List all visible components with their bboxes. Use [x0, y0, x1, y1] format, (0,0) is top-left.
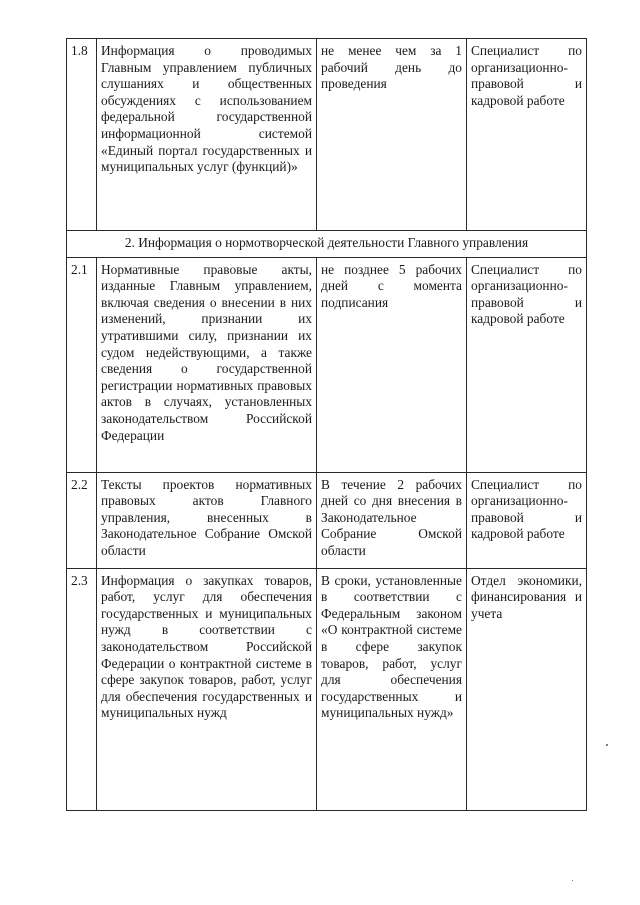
information-table: [66, 38, 587, 811]
scan-speck: [606, 744, 608, 746]
deadline-cell: не позднее 5 рабочих дней с момента подписания: [317, 257, 467, 472]
row-number: 1.8: [67, 39, 97, 231]
table-row: [67, 39, 587, 231]
responsible-cell: Специалист по организационно-правовой и кадровой работе: [467, 39, 587, 231]
deadline-cell: не менее чем за 1 рабочий день до проведения: [317, 39, 467, 231]
document-page: [66, 38, 586, 811]
section-title: 2. Информация о нормотворческой деятельности Главного управления: [67, 231, 587, 258]
information-cell: Информация о проводимых Главным управлением публичных слушаниях и общественных обсуждениях с использованием федеральной государственной информационной системой «Единый портал государственных и муниципальных услуг (функций)»: [97, 39, 317, 231]
responsible-cell: Специалист по организационно-правовой и кадровой работе: [467, 257, 587, 472]
responsible-cell: Отдел экономики, финансирования и учета: [467, 568, 587, 810]
information-cell: Нормативные правовые акты, изданные Главным управлением, включая сведения о внесении в них изменений, признании их утратившими силу, признании их судом недействующими, а также сведения о государственной регистрации нормативных правовых актов в случаях, установленных законодательством Российской Федерации: [97, 257, 317, 472]
row-number: 2.1: [67, 257, 97, 472]
scan-speck: [572, 880, 573, 881]
deadline-cell: В течение 2 рабочих дней со дня внесения в Законодательное Собрание Омской области: [317, 472, 467, 568]
table-row: [67, 257, 587, 472]
section-header-row: [67, 231, 587, 258]
information-cell: Информация о закупках товаров, работ, услуг для обеспечения государственных и муниципальных нужд в соответствии с законодательством Российской Федерации о контрактной системе в сфере закупок товаров, работ, услуг для обеспечения государственных и муниципальных нужд: [97, 568, 317, 810]
responsible-cell: Специалист по организационно-правовой и кадровой работе: [467, 472, 587, 568]
information-cell: Тексты проектов нормативных правовых актов Главного управления, внесенных в Законодательное Собрание Омской области: [97, 472, 317, 568]
deadline-cell: В сроки, установленные в соответствии с Федеральным законом «О контрактной системе в сфере закупок товаров, работ, услуг для обеспечения государственных и муниципальных нужд»: [317, 568, 467, 810]
row-number: 2.2: [67, 472, 97, 568]
table-row: [67, 568, 587, 810]
row-number: 2.3: [67, 568, 97, 810]
table-row: [67, 472, 587, 568]
